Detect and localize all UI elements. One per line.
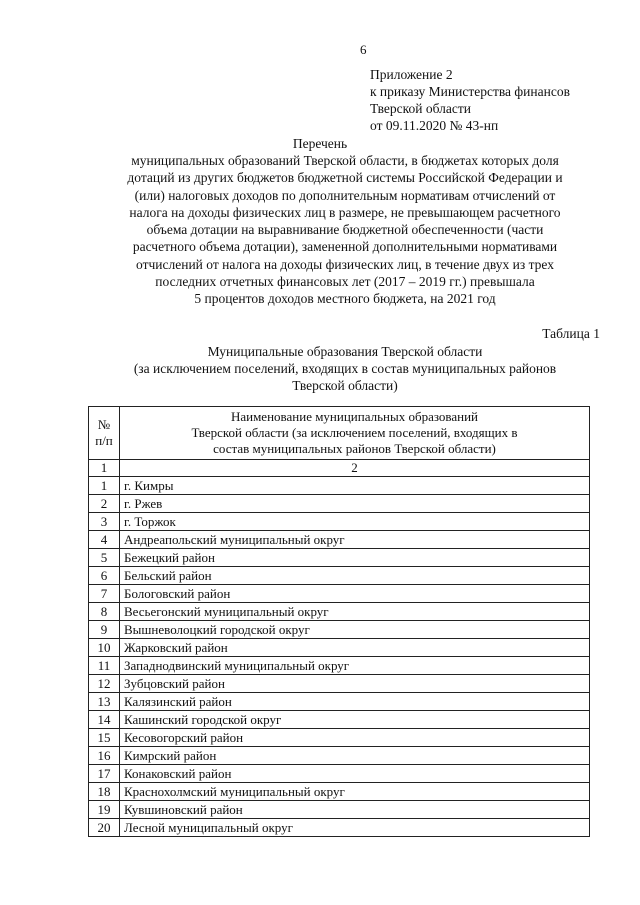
table-row <box>89 567 590 585</box>
municipality-name: Конаковский район <box>120 765 590 783</box>
table-row <box>89 675 590 693</box>
municipality-name: г. Торжок <box>120 513 590 531</box>
municipality-name: Бежецкий район <box>120 549 590 567</box>
table-row <box>89 603 590 621</box>
row-number: 6 <box>89 567 120 585</box>
municipality-name: Жарковский район <box>120 639 590 657</box>
document-heading: Перечень <box>292 136 348 151</box>
title-line: расчетного объема дотации), замененной дополнительными нормативами <box>132 239 558 255</box>
table-row <box>89 711 590 729</box>
appendix-line: к приказу Министерства финансов <box>370 84 570 99</box>
row-number: 18 <box>89 783 120 801</box>
table-row <box>89 819 590 837</box>
row-number: 15 <box>89 729 120 747</box>
table-row <box>89 729 590 747</box>
row-number: 12 <box>89 675 120 693</box>
header-name-line: Наименование муниципальных образований <box>230 409 479 424</box>
column-index: 2 <box>120 460 590 477</box>
table-row <box>89 657 590 675</box>
row-number: 3 <box>89 513 120 531</box>
row-number: 5 <box>89 549 120 567</box>
municipality-name: Зубцовский район <box>120 675 590 693</box>
row-number: 4 <box>89 531 120 549</box>
row-number: 9 <box>89 621 120 639</box>
column-index: 1 <box>89 460 120 477</box>
municipality-name: Кашинский городской округ <box>120 711 590 729</box>
row-number: 17 <box>89 765 120 783</box>
table-row <box>89 783 590 801</box>
title-line: (или) налоговых доходов по дополнительным нормативам отчислений от <box>134 187 556 203</box>
municipality-name: г. Кимры <box>120 477 590 495</box>
table-caption <box>95 343 595 394</box>
table-row <box>89 585 590 603</box>
municipality-name: Андреапольский муниципальный округ <box>120 531 590 549</box>
page-number: 6 <box>360 42 367 57</box>
table-row <box>89 513 590 531</box>
municipality-name: Кесовогорский район <box>120 729 590 747</box>
title-line: налога на доходы физических лиц в размере, не превышающем расчетного <box>129 204 561 220</box>
table-row <box>89 477 590 495</box>
caption-line: Муниципальные образования Тверской области <box>207 344 483 359</box>
row-number: 2 <box>89 495 120 513</box>
header-name-line: состав муниципальных районов Тверской области) <box>213 441 496 456</box>
title-line: последних отчетных финансовых лет (2017 – 2019 гг.) превышала <box>155 274 535 290</box>
caption-line: (за исключением поселений, входящих в состав муниципальных районов <box>133 361 557 376</box>
municipality-name: Вышневолоцкий городской округ <box>120 621 590 639</box>
municipalities-table <box>88 406 590 837</box>
row-number: 20 <box>89 819 120 837</box>
table-row <box>89 549 590 567</box>
table-row <box>89 495 590 513</box>
appendix-line: Тверской области <box>370 101 471 116</box>
column-index-row <box>89 460 590 477</box>
table-row <box>89 801 590 819</box>
row-number: 19 <box>89 801 120 819</box>
municipality-name: Кимрский район <box>120 747 590 765</box>
municipality-name: Бологовский район <box>120 585 590 603</box>
municipality-name: Кувшиновский район <box>120 801 590 819</box>
title-line: отчислений от налога на доходы физических лиц, в течение двух из трех <box>136 256 554 272</box>
row-number: 1 <box>89 477 120 495</box>
municipality-name: Бельский район <box>120 567 590 585</box>
table-row <box>89 639 590 657</box>
row-number: 13 <box>89 693 120 711</box>
row-number: 7 <box>89 585 120 603</box>
document-title <box>95 152 595 308</box>
table-row <box>89 531 590 549</box>
table-header-row <box>89 407 590 460</box>
table-number-label: Таблица 1 <box>542 326 600 341</box>
row-number: 8 <box>89 603 120 621</box>
title-line: 5 процентов доходов местного бюджета, на 2021 год <box>194 291 496 307</box>
row-number: 10 <box>89 639 120 657</box>
header-name-line: Тверской области (за исключением поселений, входящих в <box>191 425 518 440</box>
appendix-line: Приложение 2 <box>370 67 453 82</box>
table-row <box>89 693 590 711</box>
row-number: 16 <box>89 747 120 765</box>
header-number-abbr: п/п <box>95 433 113 448</box>
row-number: 14 <box>89 711 120 729</box>
municipality-name: Калязинский район <box>120 693 590 711</box>
row-number: 11 <box>89 657 120 675</box>
title-line: объема дотации на выравнивание бюджетной обеспеченности (части <box>146 222 544 238</box>
municipality-name: Краснохолмский муниципальный округ <box>120 783 590 801</box>
caption-line: Тверской области) <box>292 378 398 393</box>
table-row <box>89 765 590 783</box>
appendix-block <box>370 66 570 134</box>
appendix-date-line: от 09.11.2020 № 43-нп <box>370 118 499 133</box>
title-line: муниципальных образований Тверской области, в бюджетах которых доля <box>131 153 559 168</box>
table-row <box>89 747 590 765</box>
header-number-column <box>89 407 120 460</box>
table-row <box>89 621 590 639</box>
header-number-sign: № <box>97 417 111 432</box>
municipality-name: Лесной муниципальный округ <box>120 819 590 837</box>
header-name-column <box>120 407 590 460</box>
municipality-name: Западнодвинский муниципальный округ <box>120 657 590 675</box>
title-line: дотаций из других бюджетов бюджетной системы Российской Федерации и <box>127 170 563 186</box>
municipality-name: Весьегонский муниципальный округ <box>120 603 590 621</box>
municipality-name: г. Ржев <box>120 495 590 513</box>
